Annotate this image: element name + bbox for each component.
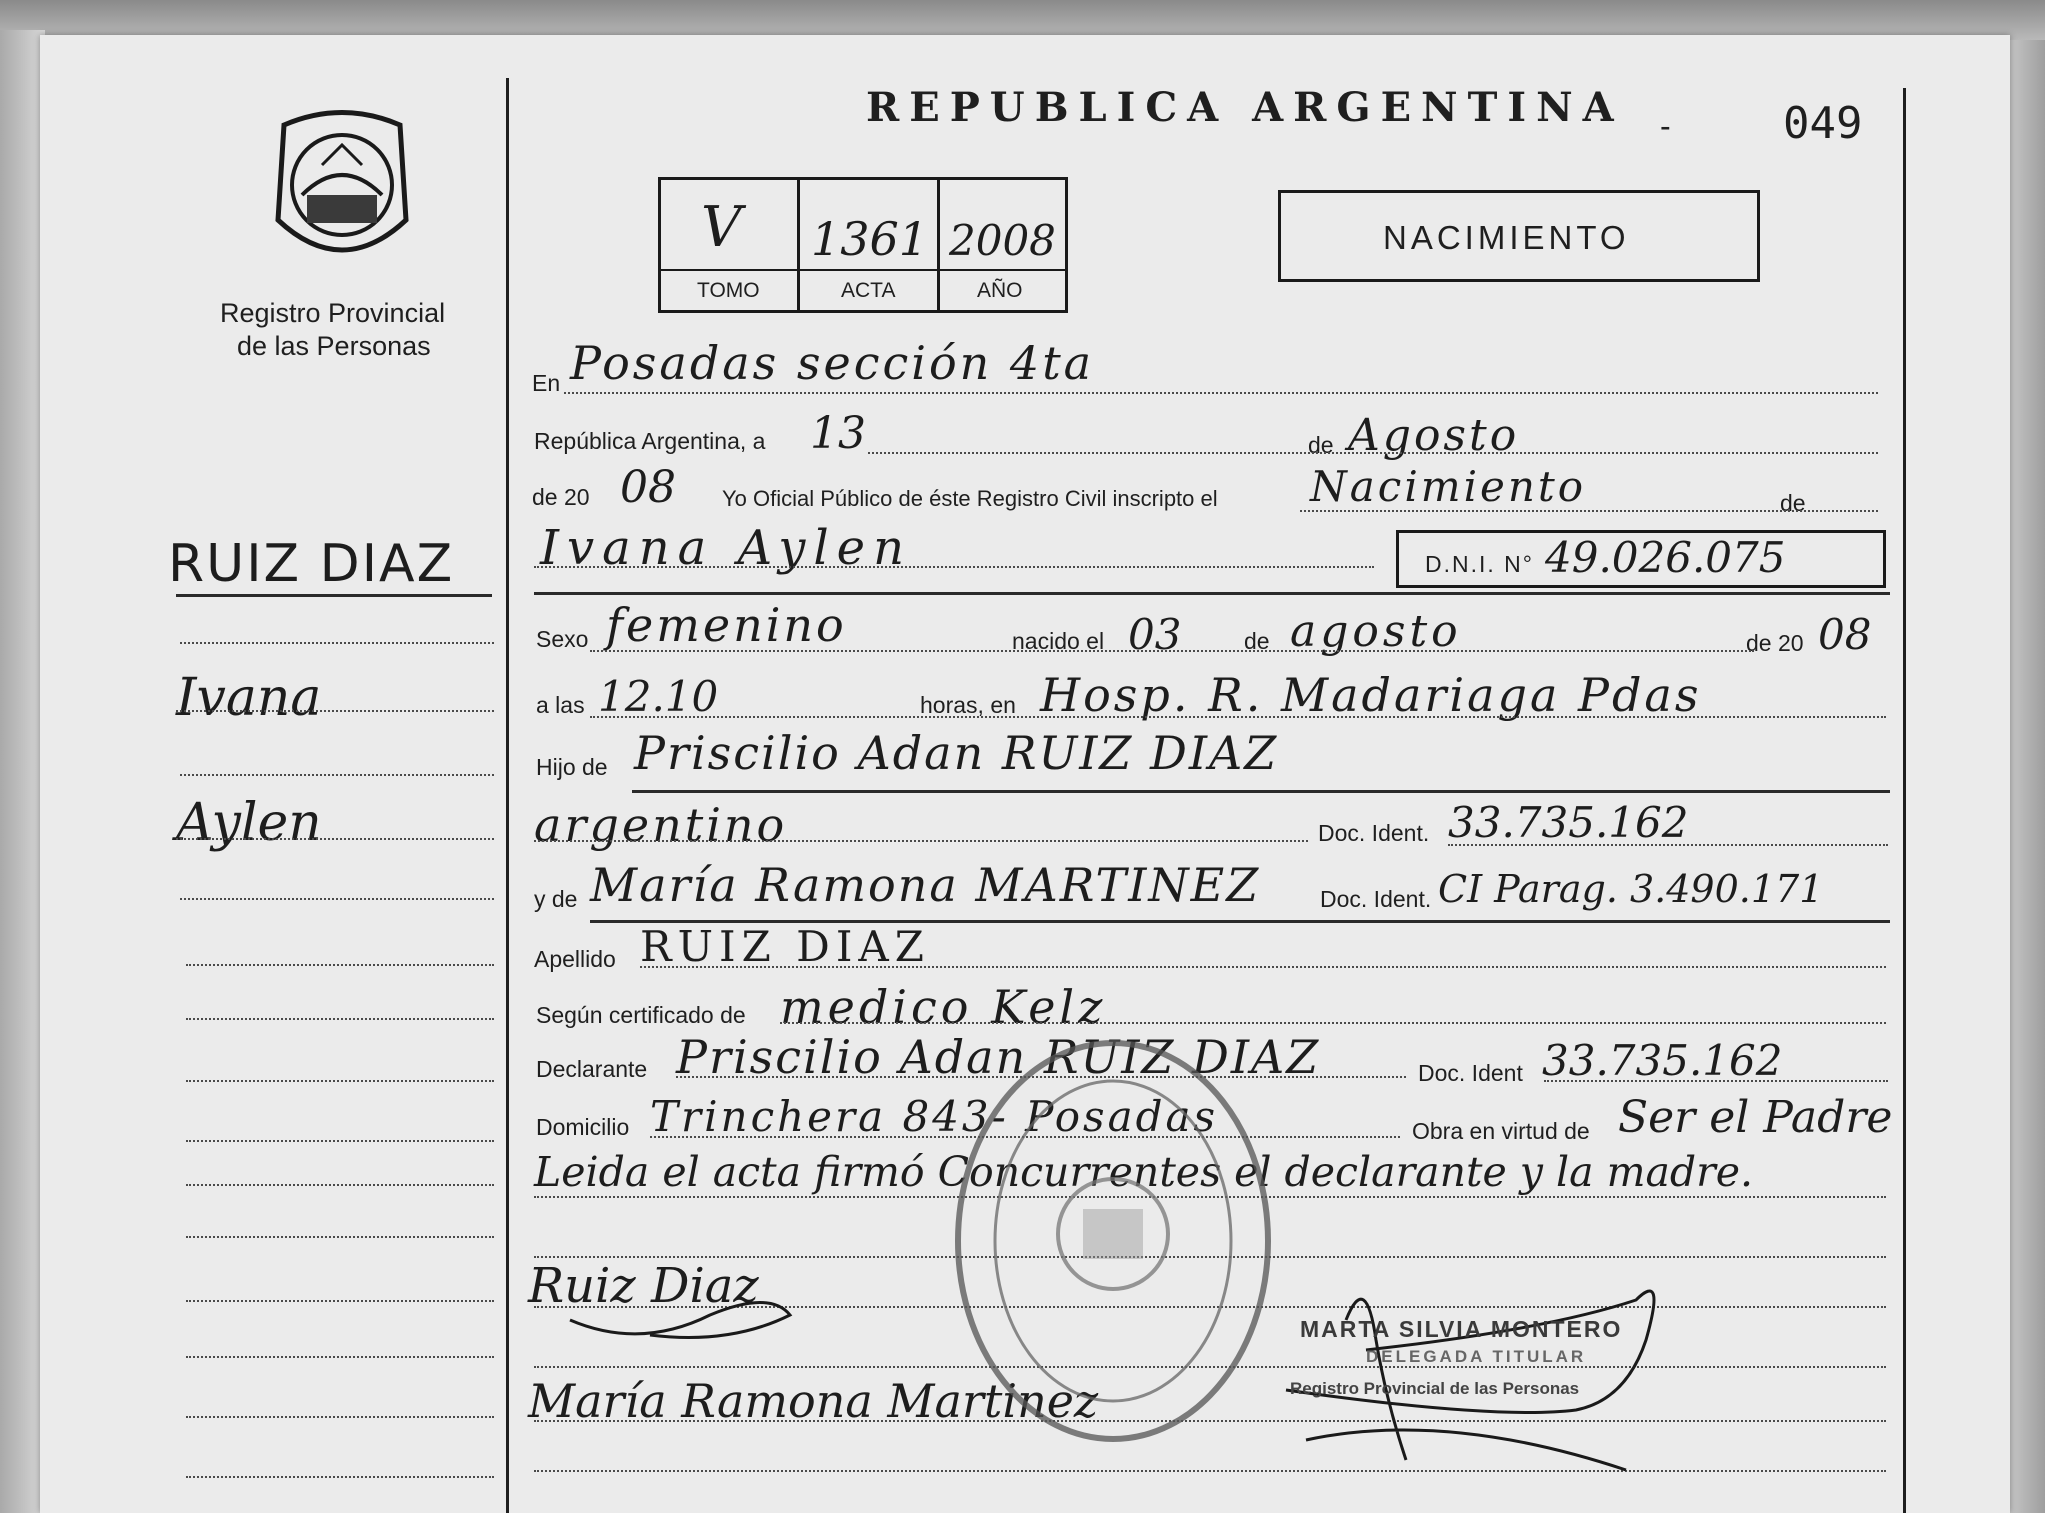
declarante-doc-value: 33.735.162	[1542, 1036, 1783, 1085]
day-value: 13	[810, 408, 866, 459]
inscripto-de-label: de	[1780, 490, 1806, 516]
tomo-value: V	[701, 195, 742, 260]
margin-surname: RUIZ DIAZ	[168, 534, 455, 594]
declarante-doc-label: Doc. Ident	[1418, 1060, 1523, 1086]
republica-label: República Argentina, a	[534, 428, 766, 454]
hijo-label: Hijo de	[536, 754, 608, 780]
apellido-value: RUIZ DIAZ	[640, 922, 930, 971]
acta-label: ACTA	[841, 279, 896, 302]
record-number-box	[658, 177, 1068, 313]
margin-line	[186, 1476, 494, 1478]
margin-line	[186, 1080, 494, 1082]
margin-line	[186, 1416, 494, 1418]
header-dash: -	[1660, 108, 1671, 144]
margin-line	[186, 1356, 494, 1358]
official-name: MARTA SILVIA MONTERO	[1300, 1316, 1623, 1342]
nacido-month: agosto	[1290, 606, 1462, 657]
padre-value: Priscilio Adan RUIZ DIAZ	[634, 726, 1279, 780]
declarante-label: Declarante	[536, 1056, 648, 1082]
binder-left-edge	[0, 30, 45, 1513]
month-de-label: de	[1308, 432, 1334, 458]
official-title: DELEGADA TITULAR	[1366, 1347, 1587, 1366]
signature-flourish-icon	[560, 1280, 800, 1350]
record-type-box	[1278, 190, 1760, 282]
nacido-year: 08	[1818, 610, 1872, 659]
declarante-value: Priscilio Adan RUIZ DIAZ	[676, 1030, 1321, 1084]
tomo-label: TOMO	[697, 279, 760, 302]
padre-doc-value: 33.735.162	[1448, 798, 1689, 847]
madre-doc-label: Doc. Ident.	[1320, 886, 1432, 912]
hora-value: 12.10	[598, 672, 719, 721]
column-divider-right	[1903, 88, 1906, 1513]
apellido-label: Apellido	[534, 946, 616, 972]
madre-value: María Ramona MARTINEZ	[590, 858, 1261, 912]
margin-line	[186, 1018, 494, 1020]
anio-label: AÑO	[977, 279, 1023, 302]
inscripto-value: Nacimiento	[1310, 462, 1587, 511]
segun-value: medico Kelz	[780, 980, 1107, 1034]
margin-second-name: Aylen	[176, 793, 322, 853]
dni-value: 49.026.075	[1545, 533, 1786, 582]
horas-label: horas, en	[920, 692, 1016, 718]
year-de20-label: de 20	[532, 484, 590, 510]
padre-nacionalidad: argentino	[534, 798, 788, 852]
segun-label: Según certificado de	[536, 1002, 746, 1028]
column-divider-left	[506, 78, 509, 1513]
lugar-value: Hosp. R. Madariaga Pdas	[1040, 668, 1702, 722]
leida-text: Leida el acta firmó Concurrentes el declarante y la madre.	[534, 1148, 1754, 1196]
margin-line	[186, 1236, 494, 1238]
margin-line	[186, 1140, 494, 1142]
signature-declarante: Ruiz Diaz	[528, 1258, 759, 1314]
nacido-de-label: de	[1244, 628, 1270, 654]
misiones-seal-icon	[262, 100, 422, 280]
dni-box	[1396, 530, 1886, 588]
year-value: 08	[620, 462, 676, 513]
child-name-value: Ivana Aylen	[540, 520, 912, 576]
official-office: Registro Provincial de las Personas	[1290, 1379, 1580, 1398]
sexo-label: Sexo	[536, 626, 589, 652]
obra-value: Ser el Padre	[1618, 1092, 1893, 1143]
domicilio-value: Trinchera 843- Posadas	[650, 1092, 1219, 1141]
binder-top	[0, 0, 2045, 40]
margin-line	[186, 1184, 494, 1186]
alas-label: a las	[536, 692, 585, 718]
dni-label: D.N.I. N°	[1425, 551, 1534, 577]
anio-value: 2008	[949, 216, 1056, 265]
margin-line	[180, 898, 494, 900]
acta-value: 1361	[811, 212, 929, 266]
madre-doc-value: CI Parag. 3.490.171	[1438, 867, 1824, 911]
obra-label: Obra en virtud de	[1412, 1118, 1590, 1144]
registry-line1: Registro Provincial	[220, 298, 446, 328]
country-title: REPUBLICA ARGENTINA	[866, 84, 1624, 131]
oficial-text: Yo Oficial Público de éste Registro Civil inscripto el	[722, 486, 1218, 511]
margin-line	[186, 1300, 494, 1302]
madre-yde-label: y de	[534, 886, 578, 912]
en-label: En	[532, 370, 561, 396]
folio-number: 049	[1783, 98, 1863, 149]
record-type: NACIMIENTO	[1383, 219, 1630, 256]
nacido-de20-label: de 20	[1746, 630, 1804, 656]
padre-doc-label: Doc. Ident.	[1318, 820, 1430, 846]
signature-madre: María Ramona Martinez	[528, 1374, 1099, 1428]
domicilio-label: Domicilio	[536, 1114, 630, 1140]
right-page-edge	[2008, 40, 2045, 1513]
sexo-value: femenino	[606, 598, 847, 652]
margin-first-name: Ivana	[176, 668, 322, 728]
month-value: Agosto	[1348, 410, 1520, 461]
registry-line2: de las Personas	[237, 331, 431, 361]
nacido-label: nacido el	[1012, 628, 1105, 654]
nacido-day: 03	[1128, 610, 1182, 659]
en-value: Posadas sección 4ta	[570, 336, 1095, 390]
margin-line	[186, 964, 494, 966]
